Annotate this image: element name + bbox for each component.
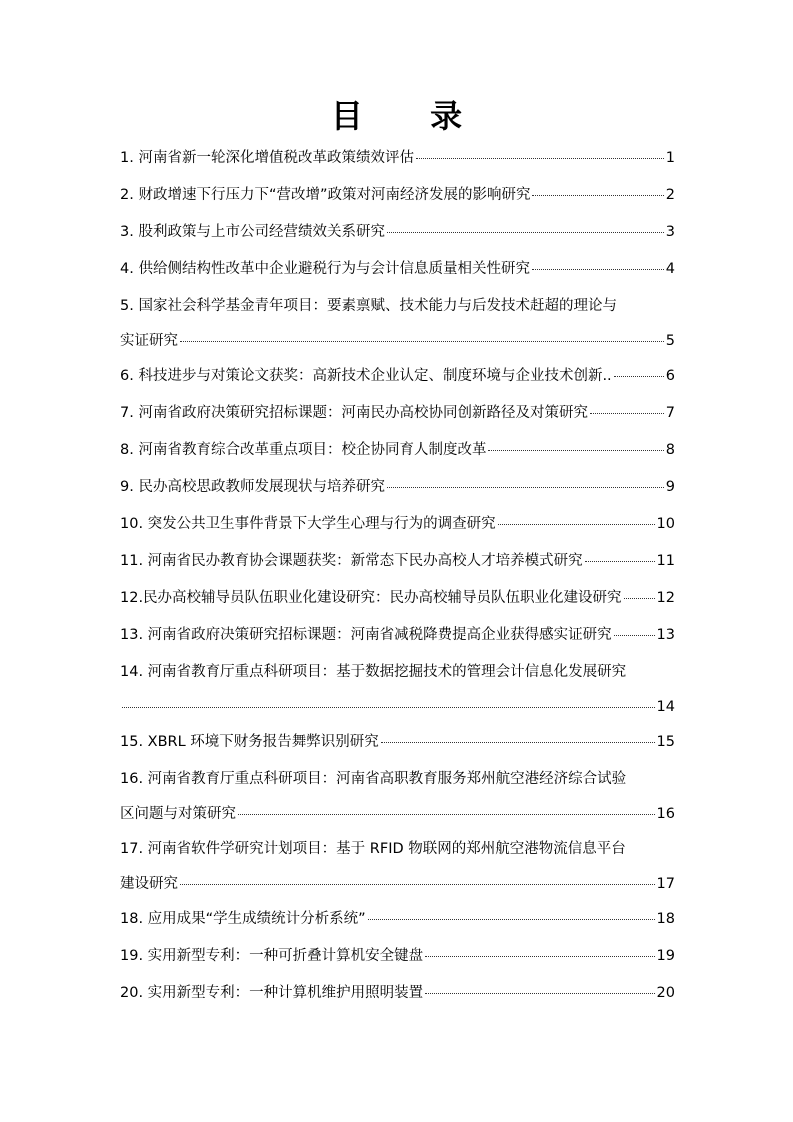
toc-entry[interactable]: [120, 617, 675, 654]
toc-entry[interactable]: [120, 654, 675, 691]
toc-entry-title: 17. 河南省软件学研究计划项目：基于 RFID 物联网的郑州航空港物流信息平台: [120, 841, 626, 857]
toc-entry-title: 3. 股利政策与上市公司经营绩效关系研究: [120, 224, 385, 240]
toc-entry-page-number: 6: [665, 368, 675, 384]
toc-entry[interactable]: [120, 288, 675, 325]
toc-entry[interactable]: [120, 177, 675, 214]
toc-entry-page-number: 5: [665, 333, 675, 349]
dot-leader: [425, 956, 654, 957]
dot-leader: [590, 413, 664, 414]
toc-entry[interactable]: [120, 831, 675, 868]
toc-entry-page-number: 2: [665, 187, 675, 203]
toc-entry[interactable]: [120, 691, 675, 724]
dot-leader: [381, 742, 655, 743]
toc-entry-page-number: 15: [656, 734, 675, 750]
toc-entry-page-number: 7: [665, 405, 675, 421]
toc-entry[interactable]: [120, 580, 675, 617]
toc-entry-title: 13. 河南省政府决策研究招标课题：河南省减税降费提高企业获得感实证研究: [120, 627, 612, 643]
toc-entry-page-number: 12: [656, 590, 675, 606]
toc-entry-page-number: 16: [656, 806, 675, 822]
toc-entry-title: 4. 供给侧结构性改革中企业避税行为与会计信息质量相关性研究: [120, 261, 530, 277]
toc-entry[interactable]: [120, 358, 675, 395]
toc-entry-title: 11. 河南省民办教育协会课题获奖：新常态下民办高校人才培养模式研究: [120, 553, 583, 569]
dot-leader: [532, 195, 663, 196]
dot-leader: [585, 561, 655, 562]
toc-entry[interactable]: [120, 724, 675, 761]
table-of-contents: [120, 140, 675, 1012]
toc-entry[interactable]: [120, 938, 675, 975]
toc-entry[interactable]: [120, 901, 675, 938]
toc-entry-title: 20. 实用新型专利：一种计算机维护用照明装置: [120, 985, 424, 1001]
toc-entry-title: 2. 财政增速下行压力下“营改增”政策对河南经济发展的影响研究: [120, 187, 531, 203]
dot-leader: [624, 598, 655, 599]
toc-entry-page-number: 13: [656, 627, 675, 643]
toc-entry-title: 建设研究: [120, 876, 178, 892]
toc-entry-page-number: 1: [665, 150, 675, 166]
toc-entry-page-number: 19: [656, 948, 675, 964]
toc-entry[interactable]: [120, 761, 675, 798]
toc-entry[interactable]: [120, 868, 675, 901]
toc-entry-page-number: 3: [665, 224, 675, 240]
toc-entry-page-number: 4: [665, 261, 675, 277]
dot-leader: [614, 635, 655, 636]
toc-entry-title: 18. 应用成果“学生成绩统计分析系统”: [120, 911, 366, 927]
toc-entry-title: 9. 民办高校思政教师发展现状与培养研究: [120, 479, 385, 495]
dot-leader: [122, 707, 655, 708]
toc-entry[interactable]: [120, 506, 675, 543]
toc-entry[interactable]: [120, 325, 675, 358]
dot-leader: [614, 376, 664, 377]
toc-entry[interactable]: [120, 140, 675, 177]
toc-entry-title: 10. 突发公共卫生事件背景下大学生心理与行为的调查研究: [120, 516, 496, 532]
toc-entry-page-number: 20: [656, 985, 675, 1001]
toc-entry-title: 实证研究: [120, 333, 178, 349]
toc-entry[interactable]: [120, 469, 675, 506]
toc-entry-title: 5. 国家社会科学基金青年项目：要素禀赋、技术能力与后发技术赶超的理论与: [120, 298, 617, 314]
toc-entry[interactable]: [120, 251, 675, 288]
dot-leader: [387, 487, 664, 488]
dot-leader: [488, 450, 663, 451]
toc-entry-title: 15. XBRL 环境下财务报告舞弊识别研究: [120, 734, 379, 750]
toc-entry-page-number: 17: [656, 876, 675, 892]
toc-entry-page-number: 18: [656, 911, 675, 927]
dot-leader: [425, 993, 654, 994]
toc-entry-page-number: 8: [665, 442, 675, 458]
toc-entry-title: 8. 河南省教育综合改革重点项目：校企协同育人制度改革: [120, 442, 487, 458]
toc-entry[interactable]: [120, 214, 675, 251]
toc-entry-title: 6. 科技进步与对策论文获奖：高新技术企业认定、制度环境与企业技术创新..: [120, 368, 612, 384]
page-title: 目 录: [330, 97, 491, 135]
toc-entry[interactable]: [120, 543, 675, 580]
toc-entry-title: 16. 河南省教育厅重点科研项目：河南省高职教育服务郑州航空港经济综合试验: [120, 771, 627, 787]
dot-leader: [368, 919, 655, 920]
toc-entry-page-number: 14: [656, 699, 675, 715]
toc-entry-title: 区问题与对策研究: [120, 806, 236, 822]
dot-leader: [180, 341, 664, 342]
dot-leader: [180, 884, 655, 885]
toc-entry-page-number: 10: [656, 516, 675, 532]
toc-entry[interactable]: [120, 432, 675, 469]
toc-entry-title: 19. 实用新型专利：一种可折叠计算机安全键盘: [120, 948, 424, 964]
toc-entry-page-number: 11: [656, 553, 675, 569]
toc-entry[interactable]: [120, 975, 675, 1012]
toc-entry[interactable]: [120, 798, 675, 831]
dot-leader: [498, 524, 655, 525]
toc-entry-title: 1. 河南省新一轮深化增值税改革政策绩效评估: [120, 150, 414, 166]
toc-entry-page-number: 9: [665, 479, 675, 495]
toc-entry-title: 7. 河南省政府决策研究招标课题：河南民办高校协同创新路径及对策研究: [120, 405, 588, 421]
dot-leader: [238, 814, 655, 815]
dot-leader: [387, 232, 664, 233]
toc-entry-title: 12.民办高校辅导员队伍职业化建设研究：民办高校辅导员队伍职业化建设研究: [120, 590, 622, 606]
toc-entry[interactable]: [120, 395, 675, 432]
dot-leader: [416, 158, 664, 159]
toc-entry-title: 14. 河南省教育厅重点科研项目：基于数据挖掘技术的管理会计信息化发展研究: [120, 664, 627, 680]
dot-leader: [532, 269, 664, 270]
